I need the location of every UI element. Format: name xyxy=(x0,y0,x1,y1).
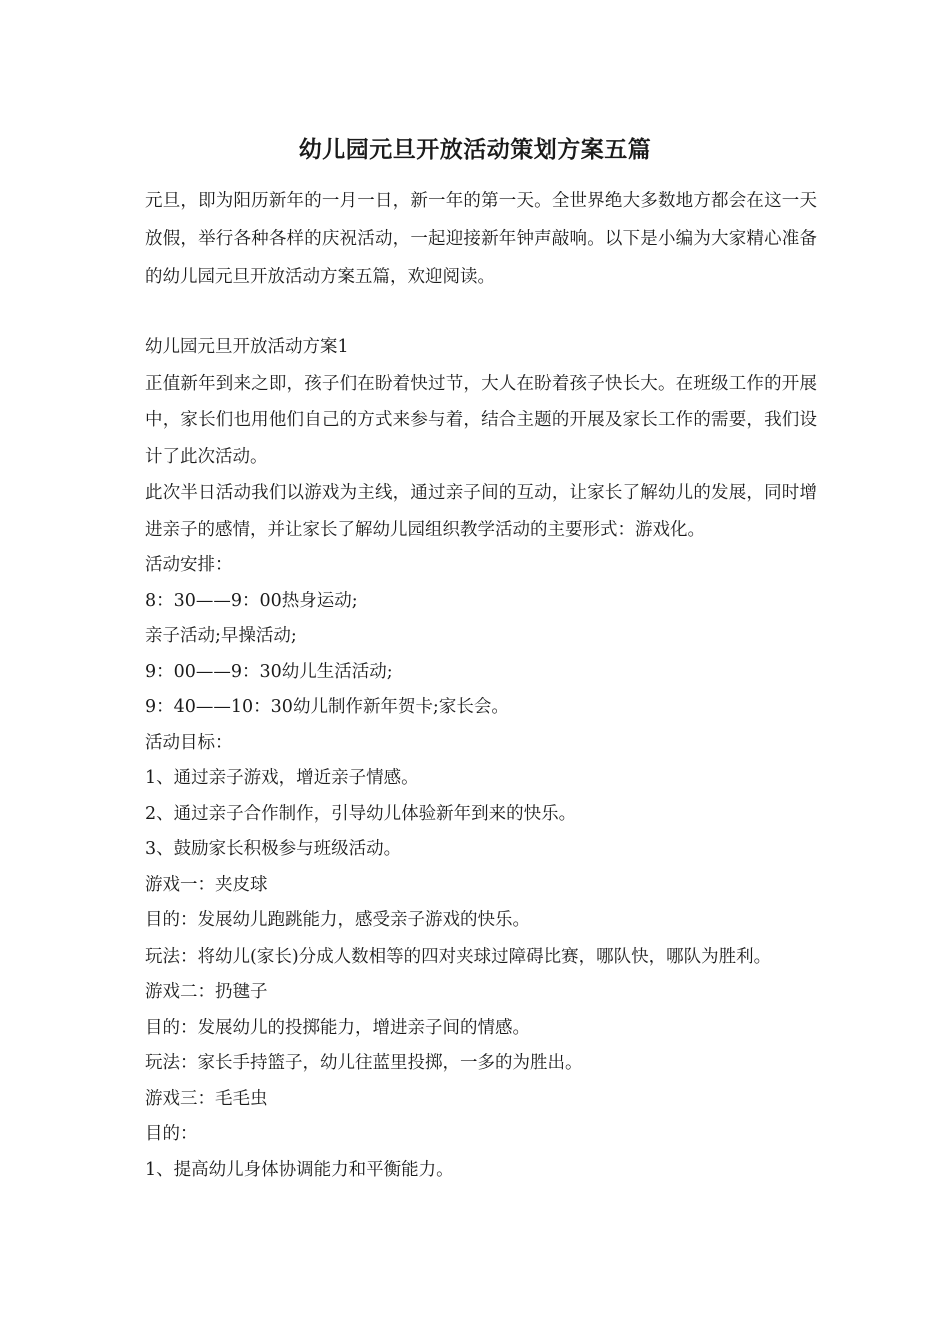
body-paragraph: 目的： xyxy=(145,1124,198,1144)
section-1 xyxy=(145,330,817,1188)
goal-item: 3、鼓励家长积极参与班级活动。 xyxy=(145,839,402,859)
body-paragraph: 活动目标： xyxy=(145,732,233,753)
document-title: 幼儿园元旦开放活动策划方案五篇 xyxy=(298,136,652,163)
game-heading: 游戏一：夹皮球 xyxy=(145,874,268,895)
game-heading: 游戏三：毛毛虫 xyxy=(145,1088,268,1109)
paragraph-spacer xyxy=(145,296,817,330)
game-heading: 游戏二：扔毽子 xyxy=(145,982,268,1002)
body-paragraph: 活动安排： xyxy=(145,555,233,575)
document-body xyxy=(145,182,817,1188)
body-paragraph: 玩法：家长手持篮子，幼儿往蓝里投掷，一多的为胜出。 xyxy=(145,1053,583,1073)
schedule-item: 9：40——10：30幼儿制作新年贺卡;家长会。 xyxy=(145,697,509,717)
section-heading: 幼儿园元旦开放活动方案1 xyxy=(145,337,349,357)
schedule-item: 亲子活动;早操活动; xyxy=(145,626,297,646)
body-paragraph: 目的：发展幼儿跑跳能力，感受亲子游戏的快乐。 xyxy=(145,910,530,930)
body-paragraph: 此次半日活动我们以游戏为主线，通过亲子间的互动，让家长了解幼儿的发展，同时增进亲子的感情，并让家长了解幼儿园组织教学活动的主要形式：游戏化。 xyxy=(145,483,817,540)
goal-item: 1、通过亲子游戏，增近亲子情感。 xyxy=(145,768,419,788)
body-paragraph: 玩法：将幼儿(家长)分成人数相等的四对夹球过障碍比赛，哪队快，哪队为胜利。 xyxy=(145,946,772,967)
body-paragraph: 目的：发展幼儿的投掷能力，增进亲子间的情感。 xyxy=(145,1017,530,1038)
body-paragraph: 正值新年到来之即，孩子们在盼着快过节，大人在盼着孩子快长大。在班级工作的开展中，家长们也用他们自己的方式来参与着，结合主题的开展及家长工作的需要，我们设计了此次活动。 xyxy=(145,373,817,467)
goal-item: 1、提高幼儿身体协调能力和平衡能力。 xyxy=(145,1159,454,1180)
intro-block xyxy=(145,182,817,296)
goal-item: 2、通过亲子合作制作，引导幼儿体验新年到来的快乐。 xyxy=(145,803,577,824)
schedule-item: 9：00——9：30幼儿生活活动; xyxy=(145,661,393,682)
intro-paragraph: 元旦，即为阳历新年的一月一日，新一年的第一天。全世界绝大多数地方都会在这一天放假，举行各种各样的庆祝活动，一起迎接新年钟声敲响。以下是小编为大家精心准备的幼儿园元旦开放活动方案五篇，欢迎阅读。 xyxy=(145,191,817,287)
schedule-item: 8：30——9：00热身运动; xyxy=(145,590,358,611)
